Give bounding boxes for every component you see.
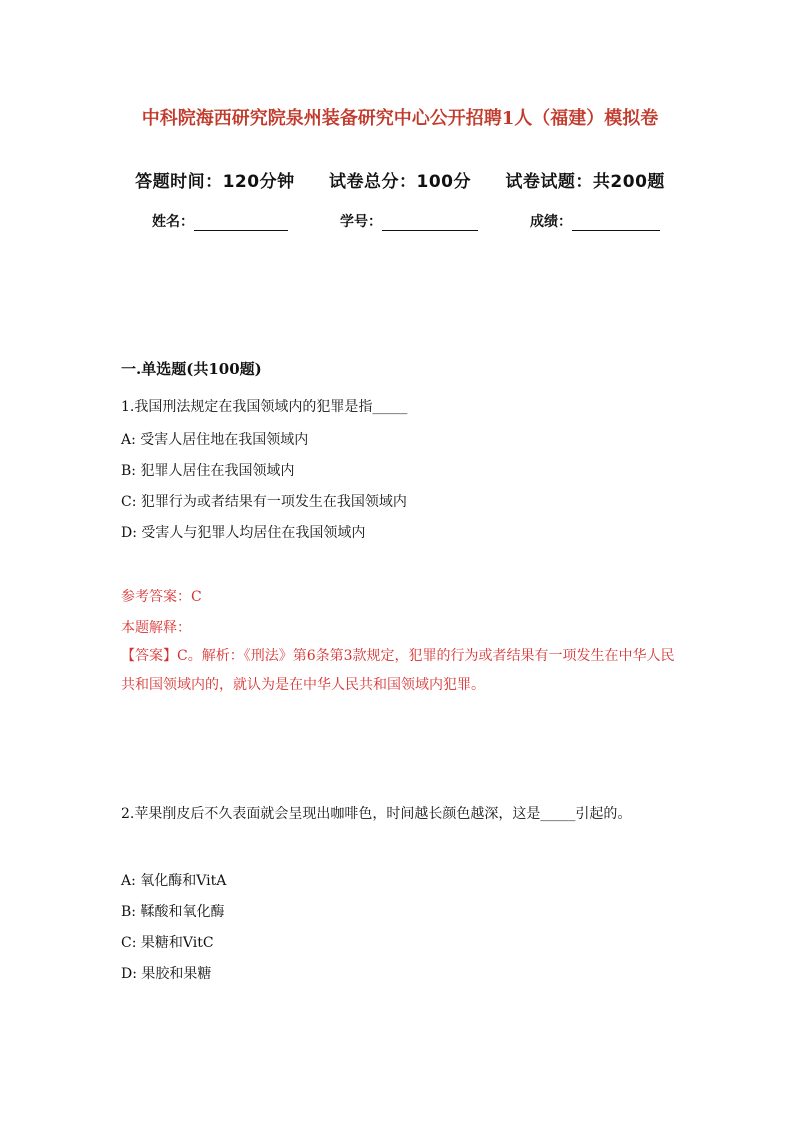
question-2-option-d: D: 果胶和果糖: [121, 966, 212, 982]
exam-question-count: 试卷试题：共200题: [505, 172, 665, 192]
name-field: [152, 211, 288, 231]
question-1-stem: 1.我国刑法规定在我国领域内的犯罪是指_____: [121, 399, 408, 415]
question-2-option-c: C: 果糖和VitC: [121, 935, 214, 951]
question-1-option-c: C: 犯罪行为或者结果有一项发生在我国领域内: [121, 494, 407, 510]
exam-title: 中科院海西研究院泉州装备研究中心公开招聘1人（福建）模拟卷: [141, 108, 659, 129]
question-1-explanation-label: 本题解释：: [121, 620, 191, 636]
question-1-option-d: D: 受害人与犯罪人均居住在我国领域内: [121, 525, 366, 541]
question-2-option-b: B: 鞣酸和氧化酶: [121, 904, 225, 920]
exam-meta: [0, 167, 800, 192]
exam-time: 答题时间：120分钟: [135, 172, 295, 192]
student-id-blank: [382, 216, 478, 231]
question-1-explanation: 【答案】C。解析：《刑法》第6条第3款规定，犯罪的行为或者结果有一项发生在中华人民共和国领域内的，就认为是在中华人民共和国领域内犯罪。: [121, 648, 675, 693]
name-blank: [194, 216, 288, 231]
score-blank: [572, 216, 660, 231]
score-field: [530, 211, 660, 231]
score-label: 成绩：: [530, 214, 572, 230]
student-id-label: 学号：: [340, 214, 382, 230]
question-1-option-a: A: 受害人居住地在我国领域内: [121, 432, 309, 448]
question-1-option-b: B: 犯罪人居住在我国领域内: [121, 463, 295, 479]
question-2-stem: 2.苹果削皮后不久表面就会呈现出咖啡色，时间越长颜色越深，这是_____引起的。: [121, 806, 632, 822]
student-id-field: [340, 211, 478, 231]
section-title: 一.单选题(共100题): [121, 360, 262, 378]
question-2-option-a: A: 氧化酶和VitA: [121, 873, 227, 889]
name-label: 姓名：: [152, 214, 194, 230]
question-1-answer: 参考答案：C: [121, 589, 202, 605]
exam-total-score: 试卷总分：100分: [329, 172, 471, 192]
